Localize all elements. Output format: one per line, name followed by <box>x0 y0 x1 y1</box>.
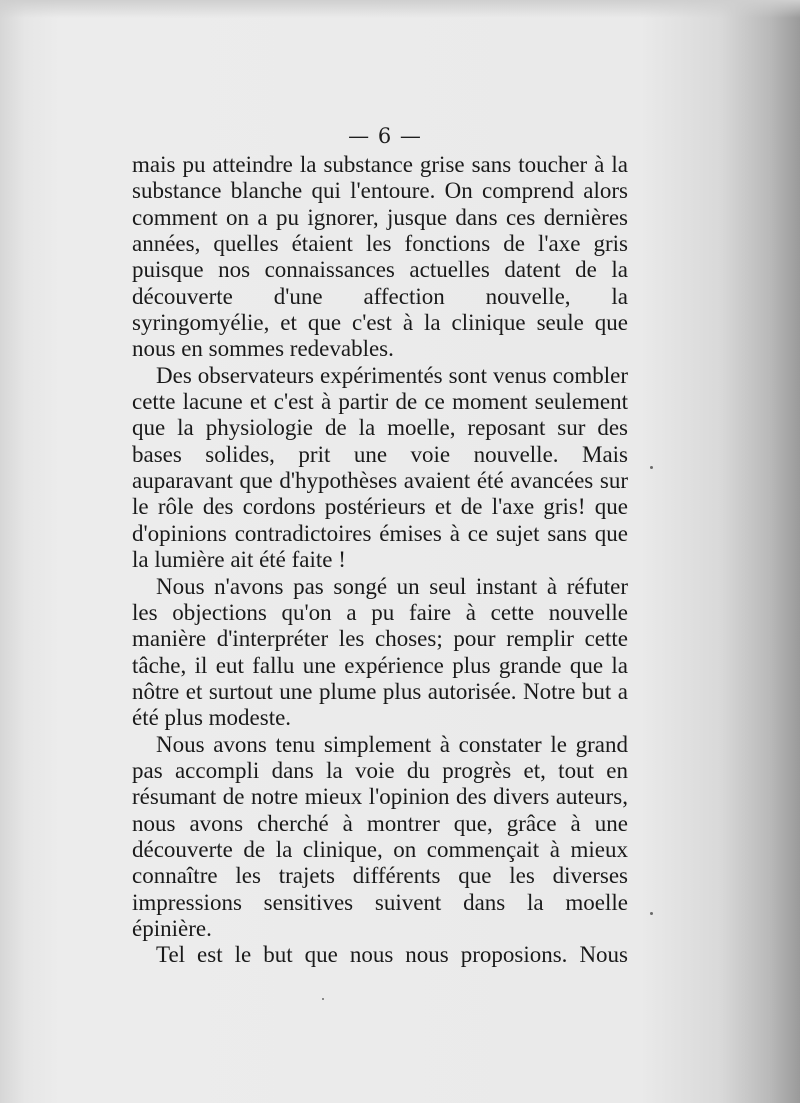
body-text <box>132 152 628 969</box>
paragraph-3: Nous n'avons pas songé un seul instant à réfuter les objections qu'on a pu faire à cette nouvelle manière d'interpréter les choses; pour remplir cette tâche, il eut fallu une expérience plus grande que la nôtre et surtout une plume plus autorisée. Notre but a été plus modeste. <box>132 573 628 731</box>
ink-speck <box>322 998 324 1000</box>
paragraph-4: Nous avons tenu simplement à constater le grand pas accompli dans la voie du progrès et, tout en résumant de notre mieux l'opinion des divers auteurs, nous avons cherché à montrer que, grâce à une découverte de la clinique, on commençait à mieux connaître les trajets différents que les diverses impressions sensitives suivent dans la moelle épinière. <box>132 731 628 941</box>
paragraph-2: Des observateurs expérimentés sont venus combler cette lacune et c'est à partir de ce moment seulement que la physiologie de la moelle, reposant sur des bases solides, prit une voie nouvelle. Mais auparavant que d'hypothèses avaient été avancées sur le rôle des cordons postérieurs et de l'axe gris! que d'opinions contradictoires émises à ce sujet sans que la lumière ait été faite ! <box>132 362 628 573</box>
paragraph-5: Tel est le but que nous nous proposions. Nous <box>156 942 628 968</box>
page-number: — 6 — <box>348 124 422 148</box>
ink-speck <box>650 466 653 469</box>
ink-speck <box>650 912 653 915</box>
scan-shadow <box>0 0 800 18</box>
paragraph-1: mais pu atteindre la substance grise sans toucher à la substance blanche qui l'entoure. On comprend alors comment on a pu ignorer, jusque dans ces dernières années, quelles étaient les fonctions de l'axe gris puisque nos connaissances actuelles datent de la découverte d'une affection nouvelle, la syringomyélie, et que c'est à la clinique seule que nous en sommes redevables. <box>132 152 628 362</box>
